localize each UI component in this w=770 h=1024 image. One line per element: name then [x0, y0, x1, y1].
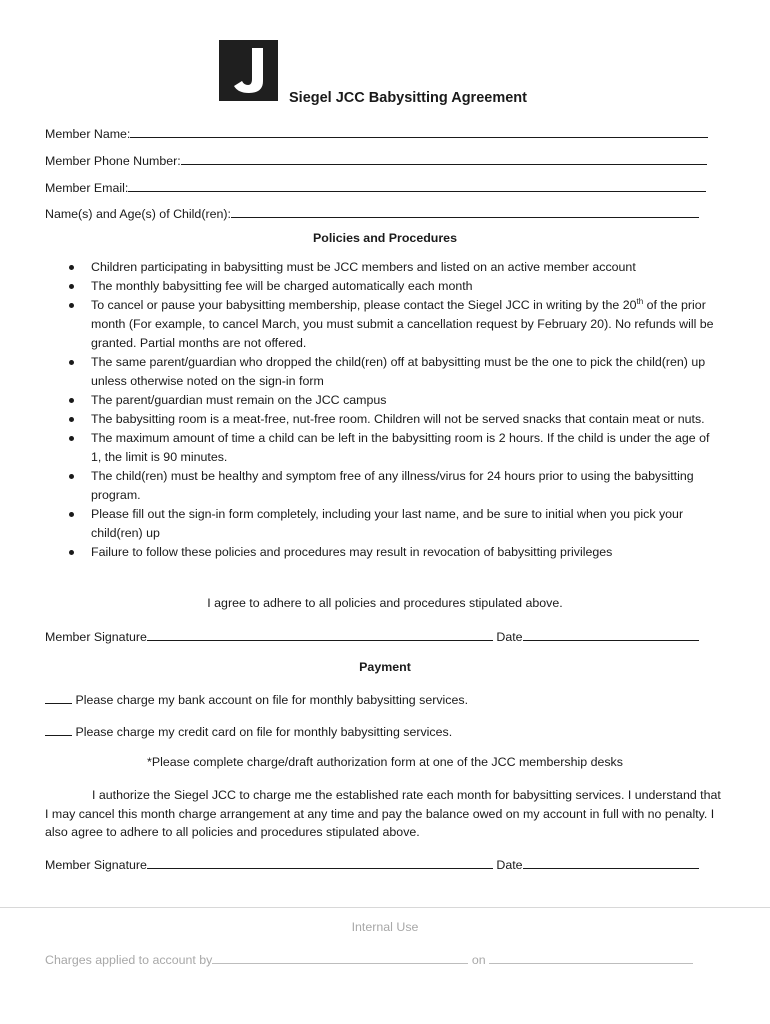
signature-row-1[interactable] — [45, 628, 699, 645]
charges-blank[interactable] — [212, 951, 468, 964]
agree-statement: I agree to adhere to all policies and procedures stipulated above. — [207, 596, 563, 610]
member-email-field[interactable] — [45, 179, 706, 196]
payment-option-card[interactable] — [45, 723, 452, 740]
list-item: Children participating in babysitting must be JCC members and listed on an active member account — [0, 258, 721, 277]
bank-option-blank[interactable] — [45, 691, 72, 704]
member-name-blank[interactable] — [130, 125, 708, 138]
children-label: Name(s) and Age(s) of Child(ren): — [45, 207, 231, 221]
signature-blank[interactable] — [147, 628, 493, 641]
children-blank[interactable] — [231, 205, 699, 218]
internal-use-heading: Internal Use — [351, 920, 419, 934]
list-item: The babysitting room is a meat-free, nut-free room. Children will not be served snacks that contain meat or nuts. — [0, 410, 721, 429]
member-name-label: Member Name: — [45, 127, 131, 141]
authorization-note: *Please complete charge/draft authorization form at one of the JCC membership desks — [147, 755, 623, 769]
date-blank[interactable] — [523, 628, 699, 641]
bank-option-label: Please charge my bank account on file for monthly babysitting services. — [75, 693, 469, 707]
on-label: on — [471, 953, 486, 967]
signature-label: Member Signature — [45, 858, 147, 872]
list-item: To cancel or pause your babysitting membership, please contact the Siegel JCC in writing by the 20th of the prior month (For example, to cancel March, you must submit a cancellation request by February 20). No refunds will be granted. Partial months are not offered. — [0, 296, 721, 353]
signature-blank[interactable] — [147, 856, 493, 869]
date-label: Date — [496, 630, 523, 644]
jcc-logo-icon — [219, 40, 278, 101]
list-item: The child(ren) must be healthy and symptom free of any illness/virus for 24 hours prior to using the babysitting program. — [0, 467, 721, 505]
list-item: The same parent/guardian who dropped the child(ren) off at babysitting must be the one to pick the child(ren) up unless otherwise noted on the sign-in form — [0, 353, 721, 391]
payment-heading: Payment — [359, 660, 411, 674]
list-item: Please fill out the sign-in form completely, including your last name, and be sure to initial when you pick your child(ren) up — [0, 505, 721, 543]
signature-label: Member Signature — [45, 630, 147, 644]
card-option-blank[interactable] — [45, 723, 72, 736]
member-name-field[interactable] — [45, 125, 708, 142]
member-phone-label: Member Phone Number: — [45, 154, 181, 168]
date-label: Date — [496, 858, 523, 872]
internal-charges-row[interactable] — [45, 951, 693, 968]
member-email-blank[interactable] — [128, 179, 706, 192]
internal-divider — [0, 907, 770, 908]
payment-option-bank[interactable] — [45, 691, 468, 708]
on-date-blank[interactable] — [489, 951, 693, 964]
date-blank[interactable] — [523, 856, 699, 869]
children-field[interactable] — [45, 205, 699, 222]
list-item: The monthly babysitting fee will be charged automatically each month — [0, 277, 721, 296]
document-title: Siegel JCC Babysitting Agreement — [289, 90, 527, 106]
charges-label: Charges applied to account by — [45, 953, 213, 967]
member-email-label: Member Email: — [45, 181, 129, 195]
policies-list — [0, 258, 770, 562]
card-option-label: Please charge my credit card on file for monthly babysitting services. — [75, 725, 453, 739]
list-item: The parent/guardian must remain on the JCC campus — [0, 391, 721, 410]
authorization-paragraph: I authorize the Siegel JCC to charge me the established rate each month for babysitting services. I understand that I may cancel this month charge arrangement at any time and pay the balance owed on my account in full with no penalty. I also agree to adhere to all policies and procedures stipulated above. — [45, 788, 721, 839]
signature-row-2[interactable] — [45, 856, 699, 873]
policies-heading: Policies and Procedures — [313, 231, 457, 245]
member-phone-blank[interactable] — [181, 152, 707, 165]
list-item: Failure to follow these policies and procedures may result in revocation of babysitting privileges — [0, 543, 721, 562]
list-item: The maximum amount of time a child can be left in the babysitting room is 2 hours. If the child is under the age of 1, the limit is 90 minutes. — [0, 429, 721, 467]
member-phone-field[interactable] — [45, 152, 707, 169]
